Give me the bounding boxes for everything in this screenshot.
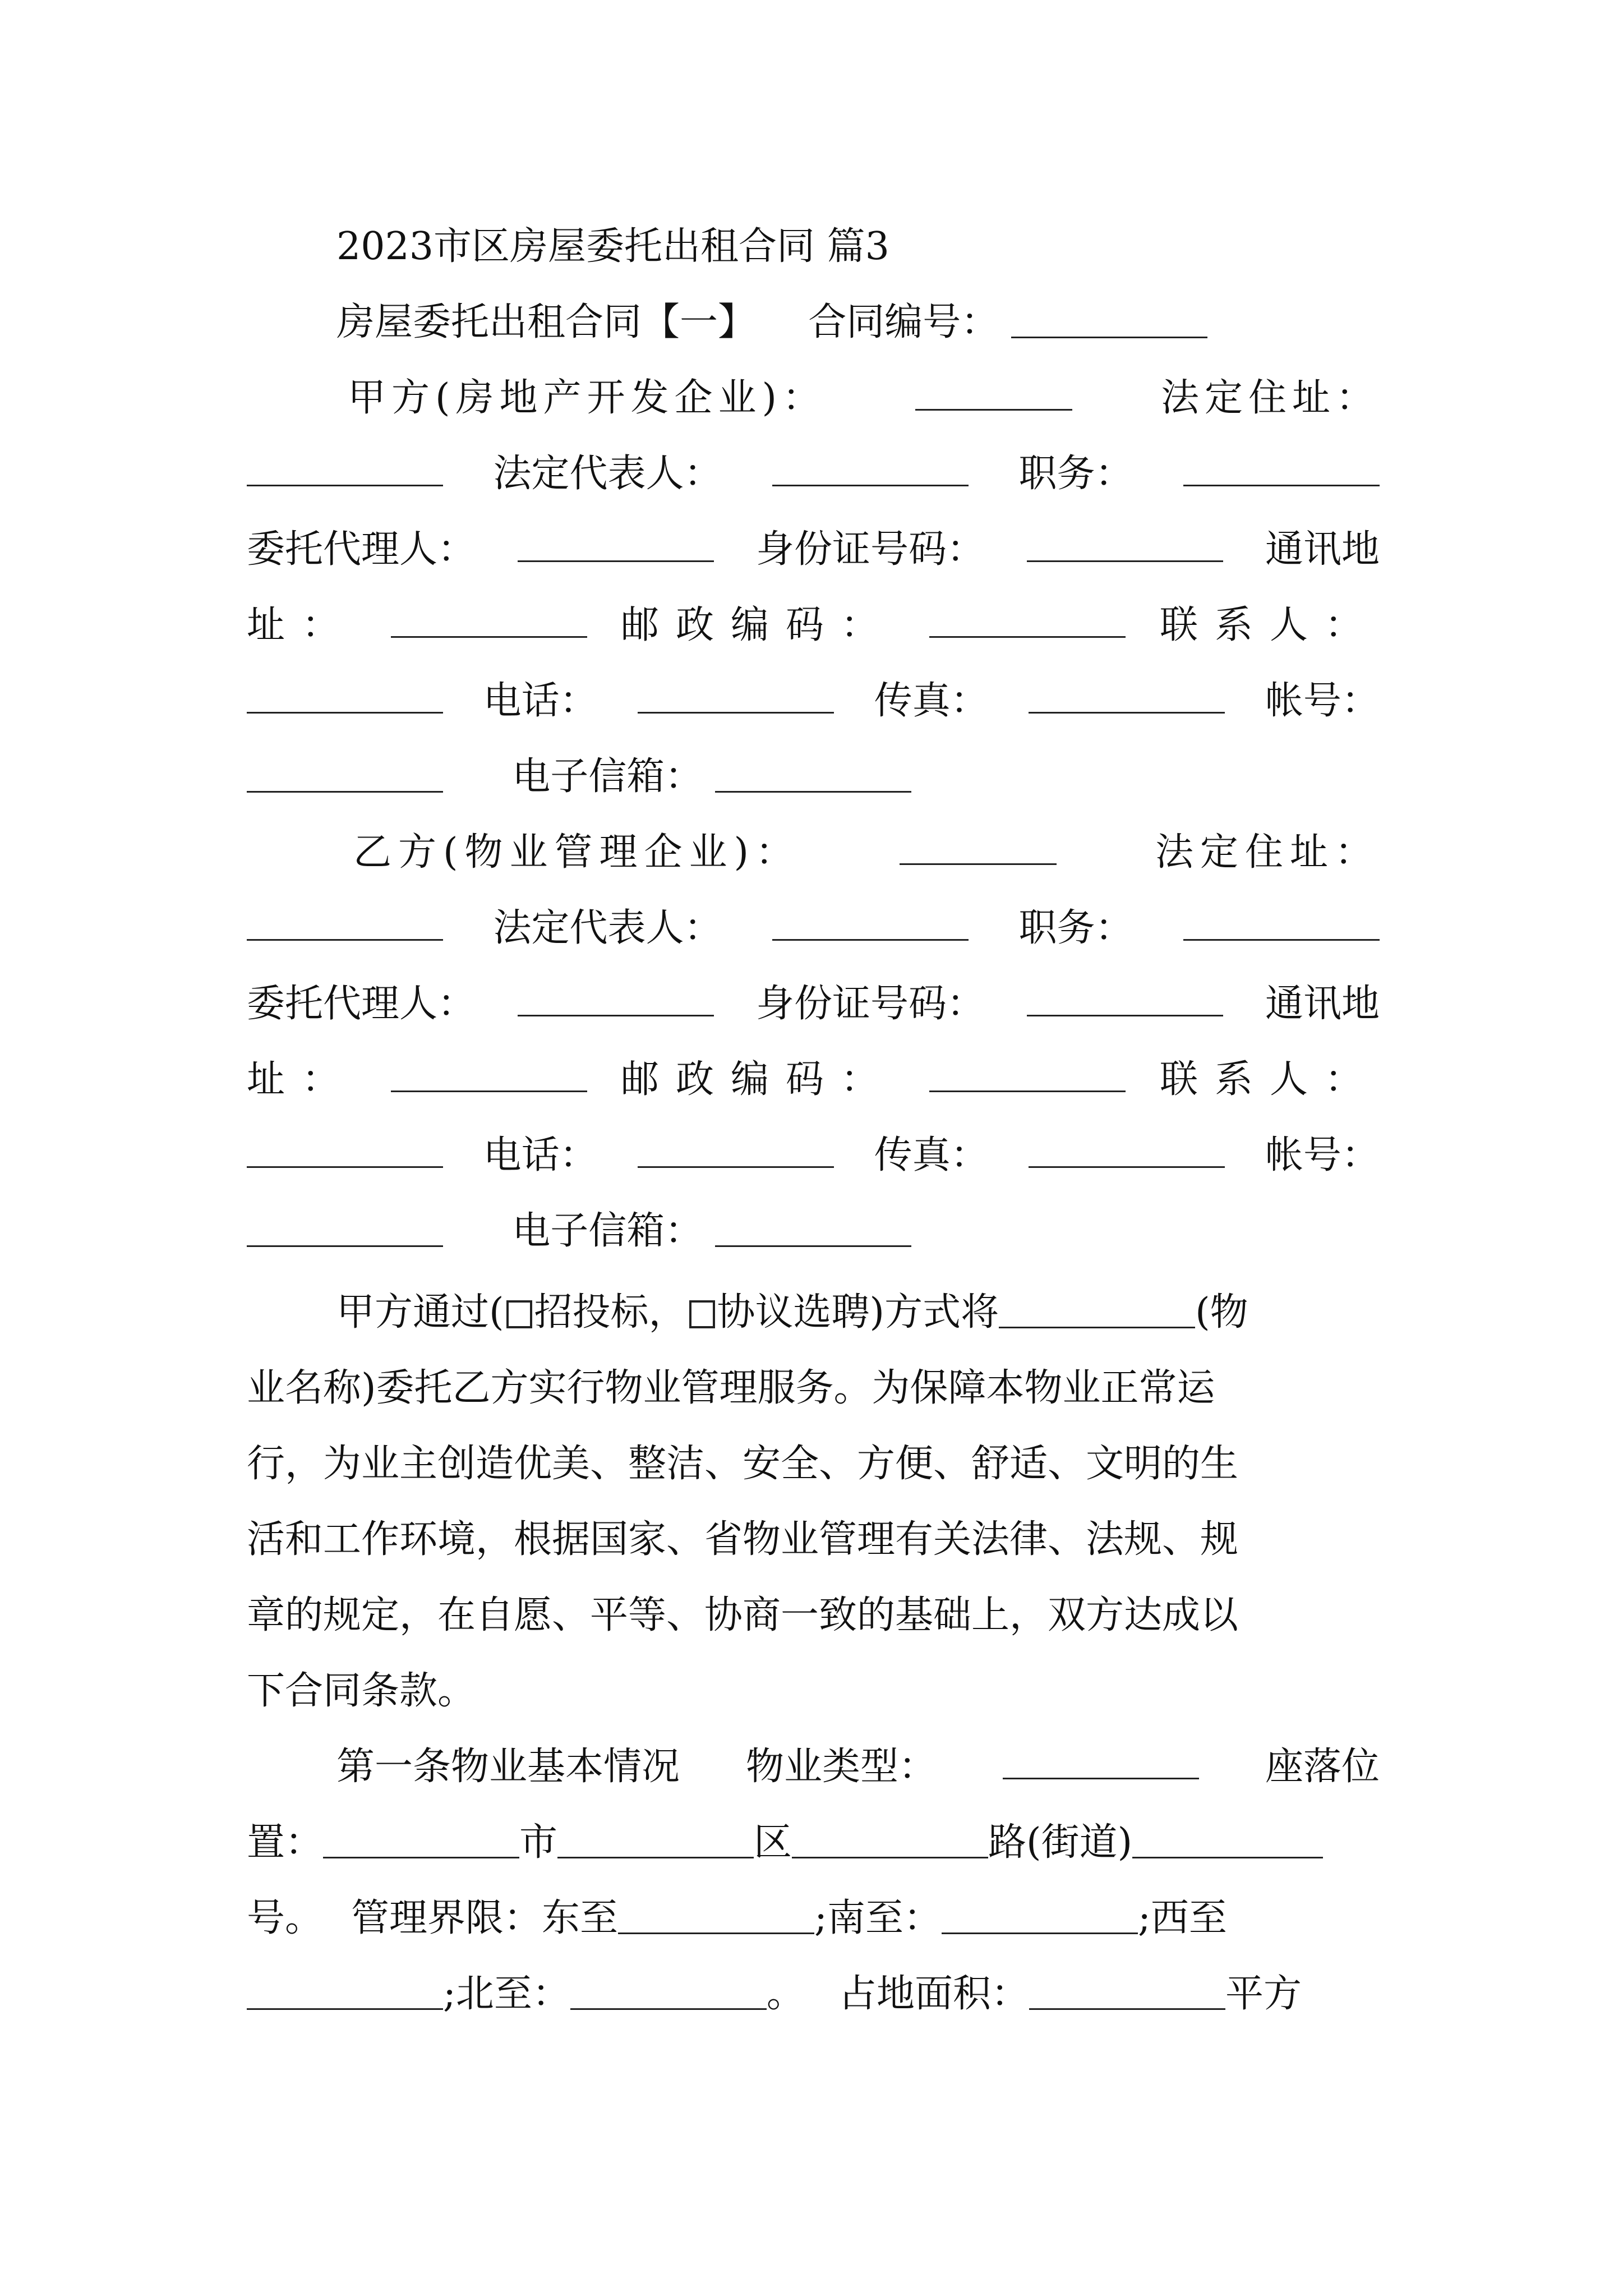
party-a-contact-addr-blank	[391, 602, 587, 638]
property-type-blank	[1003, 1744, 1199, 1779]
party-a-position-blank	[1183, 451, 1380, 486]
article1-line1	[247, 1739, 1380, 1795]
west-blank	[247, 1975, 443, 2010]
party-a-postcode-line	[247, 597, 1380, 654]
party-b-phone-line	[247, 1128, 1380, 1184]
party-b-contact-label: 联系人：	[1159, 1057, 1380, 1102]
party-a-contact-addr-label-1: 通讯地	[1265, 527, 1380, 572]
party-b-fax-blank	[1029, 1133, 1225, 1168]
party-a-account-blank	[247, 757, 443, 793]
party-a-rep-label: 法定代表人：	[493, 452, 722, 496]
party-a-postcode-blank	[929, 602, 1126, 638]
party-b-phone-blank	[638, 1133, 834, 1168]
party-b-rep-blank	[772, 905, 969, 941]
party-b-position-blank	[1183, 905, 1380, 941]
party-a-fax-blank	[1029, 678, 1225, 714]
party-a-phone-blank	[638, 678, 834, 714]
para1-opt2: 协议选聘)方式将	[717, 1290, 999, 1335]
article1-city: 市	[519, 1820, 558, 1865]
para1-line1	[247, 1285, 1380, 1341]
party-b-fax-label: 传真：	[874, 1133, 989, 1177]
checkbox-agreement[interactable]	[689, 1300, 715, 1328]
article1-line4	[247, 1966, 1380, 2022]
article1-boundary-label: 管理界限：东至	[351, 1896, 619, 1940]
para1-line2	[247, 1360, 1380, 1416]
checkbox-tender[interactable]	[506, 1300, 532, 1328]
party-a-address-blank	[247, 451, 443, 486]
party-b-header-line	[247, 825, 1380, 881]
party-a-rep-blank	[772, 451, 969, 486]
article1-west: ;西至	[1137, 1896, 1227, 1940]
party-a-id-label: 身份证号码：	[755, 527, 985, 572]
party-a-email-line	[247, 749, 1380, 805]
para1-opt1: 招投标，	[534, 1290, 687, 1335]
article1-period: 。	[766, 1972, 805, 2016]
party-b-rep-label: 法定代表人：	[493, 906, 722, 950]
party-a-email-blank	[715, 757, 911, 793]
party-a-contact-label: 联系人：	[1159, 603, 1380, 647]
doc-title: 2023市区房屋委托出租合同 篇3	[336, 224, 889, 269]
number-blank	[1132, 1823, 1323, 1858]
article1-area-unit: 平方	[1225, 1972, 1302, 2016]
party-a-agent-line	[247, 522, 1380, 578]
doc-title-line	[247, 219, 1380, 275]
party-b-email-line	[247, 1203, 1380, 1259]
party-a-fax-label: 传真：	[874, 679, 989, 723]
party-b-id-blank	[1027, 981, 1223, 1016]
article1-location-label-2: 置：	[247, 1820, 324, 1865]
para1-text2: 业名称)委托乙方实行物业管理服务。为保障本物业正常运	[247, 1366, 1215, 1410]
party-b-contact-addr-label-1: 通讯地	[1265, 982, 1380, 1026]
road-blank	[792, 1823, 988, 1858]
party-a-rep-line	[247, 446, 1380, 502]
party-a-contact-blank	[247, 678, 443, 714]
party-b-agent-line	[247, 976, 1380, 1032]
party-a-phone-label: 电话：	[483, 679, 598, 723]
party-b-phone-label: 电话：	[483, 1133, 598, 1177]
party-b-agent-blank	[518, 981, 714, 1016]
article1-heading: 第一条物业基本情况	[336, 1745, 680, 1789]
para1-text5: 章的规定，在自愿、平等、协商一致的基础上，双方达成以	[247, 1593, 1239, 1637]
article1-line3	[247, 1890, 1380, 1947]
party-b-id-label: 身份证号码：	[755, 982, 985, 1026]
contract-no-blank	[1011, 303, 1207, 338]
para1-part1: 甲方通过(	[336, 1290, 504, 1335]
party-a-account-label: 帐号：	[1265, 679, 1380, 723]
party-a-header-line	[247, 370, 1380, 426]
para1-line4	[247, 1512, 1380, 1568]
party-a-id-blank	[1027, 527, 1223, 562]
party-a-address-label: 法定住址：	[1160, 376, 1380, 420]
party-a-email-label: 电子信箱：	[512, 754, 703, 799]
para1-text3: 行，为业主创造优美、整洁、安全、方便、舒适、文明的生	[247, 1442, 1239, 1486]
para1-text4: 活和工作环境，根据国家、省物业管理有关法律、法规、规	[247, 1517, 1239, 1562]
party-a-postcode-label: 邮政编码：	[620, 603, 896, 647]
party-a-name-blank	[915, 375, 1072, 411]
party-b-rep-line	[247, 900, 1380, 956]
subtitle-line	[247, 295, 1380, 351]
article1-south: ;南至：	[814, 1896, 942, 1940]
party-b-contact-addr-label-2: 址：	[247, 1057, 357, 1102]
article1-type-label: 物业类型：	[746, 1745, 937, 1789]
party-b-address-blank	[247, 905, 443, 941]
area-blank	[1029, 1975, 1225, 2010]
south-blank	[942, 1899, 1138, 1934]
party-b-address-label: 法定住址：	[1155, 830, 1380, 875]
para1-text6: 下合同条款。	[247, 1669, 476, 1713]
article1-road: 路(街道)	[988, 1820, 1133, 1865]
party-b-postcode-blank	[929, 1057, 1126, 1092]
para1-line5	[247, 1588, 1380, 1644]
party-b-agent-label: 委托代理人：	[247, 982, 476, 1026]
contract-no-label: 合同编号：	[808, 300, 999, 344]
party-a-agent-label: 委托代理人：	[247, 527, 476, 572]
party-b-contact-blank	[247, 1133, 443, 1168]
article1-area-label: 占地面积：	[838, 1972, 1029, 2016]
para1-part2: (物	[1195, 1290, 1248, 1335]
party-b-postcode-label: 邮政编码：	[620, 1057, 896, 1102]
doc-subtitle: 房屋委托出租合同【一】	[336, 300, 757, 344]
party-b-position-label: 职务：	[1018, 906, 1133, 950]
article1-north: ;北至：	[443, 1972, 570, 2016]
party-b-account-label: 帐号：	[1265, 1133, 1380, 1177]
district-blank	[557, 1823, 754, 1858]
party-b-postcode-line	[247, 1052, 1380, 1108]
party-b-account-blank	[247, 1212, 443, 1247]
party-b-name-blank	[900, 830, 1057, 865]
article1-location-label-1: 座落位	[1265, 1745, 1380, 1789]
party-a-header: 甲方(房地产开发企业)：	[348, 376, 827, 420]
city-blank	[323, 1823, 519, 1858]
party-b-header: 乙方(物业管理企业)：	[353, 830, 801, 875]
party-b-email-blank	[715, 1212, 911, 1247]
east-blank	[618, 1899, 814, 1934]
party-a-position-label: 职务：	[1018, 452, 1133, 496]
party-a-contact-addr-label-2: 址：	[247, 603, 357, 647]
article1-line2	[247, 1815, 1380, 1871]
property-name-blank	[999, 1293, 1195, 1328]
party-b-contact-addr-blank	[391, 1057, 587, 1092]
article1-district: 区	[754, 1820, 792, 1865]
north-blank	[570, 1975, 767, 2010]
party-b-email-label: 电子信箱：	[512, 1209, 703, 1253]
party-a-phone-line	[247, 673, 1380, 729]
article1-number: 号。	[247, 1896, 324, 1940]
para1-line3	[247, 1436, 1380, 1492]
para1-line6	[247, 1663, 1380, 1719]
party-a-agent-blank	[518, 527, 714, 562]
